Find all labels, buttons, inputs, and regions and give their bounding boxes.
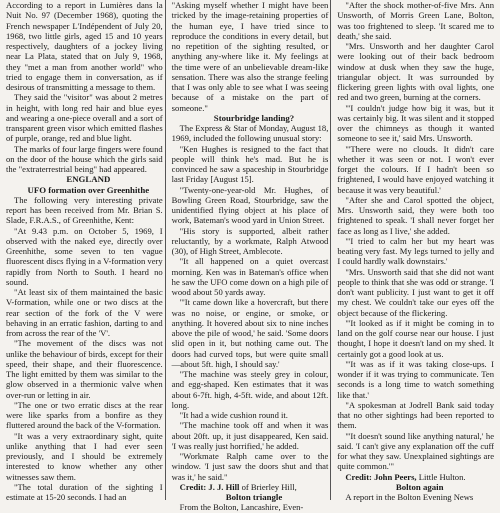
section-heading: ENGLAND	[66, 174, 111, 185]
credit-name: John Peers,	[374, 471, 417, 482]
credit-place: of Brierley Hill,	[241, 481, 297, 492]
paragraph: "It was a very extraordinary sight, quite unlike anything that I had ever seen previously, and I should be extremely interested to know whether any other witnesses saw them.	[6, 430, 163, 482]
paragraph: A report in the Bolton Evening News	[345, 492, 474, 502]
paragraph: "'It doesn't sound like anything natural,' he said. 'I can't give any explanation off the cuff for what they saw. Unexplained sightings are quite common.'"	[337, 430, 495, 472]
paragraph: "Asking myself whether I might have been tricked by the image-retaining properties of the human eye, I have tried since to reproduce the conditions in every detail, but no repetition of the sighting resulted, or anything any-where like it. My feelings at the time were of an unbelievable dream-like sensation. There was also the strange feeling that I was only able to see what I was seeing because of a mistake on the part of someone."	[171, 0, 329, 113]
paragraph: "The machine took off and when it was about 20ft. up, it just disappeared, Ken said. 'I was really just horrified,' he added.	[171, 420, 329, 451]
paragraph: The following very interesting private report has been received from Mr. Brian S. Slade, F.R.A.S., of Greenhithe, Kent:	[6, 194, 163, 226]
column-right	[337, 0, 494, 500]
paragraph: "Mrs. Unsworth and her daughter Carol were looking out of their back bedroom window at dusk when they saw the huge, triangular object. It was surrounded by flickering green lights with oval lights, one red and two green, burning at the corners.	[337, 41, 495, 103]
paragraph: "Twenty-one-year-old Mr. Hughes, of Bowling Green Road, Stourbridge, saw the unidentified flying object at his place of work, Bateman's wood yard in Union Street.	[171, 184, 329, 226]
paragraph: "At least six of them maintained the basic V-formation, while one or two discs at the rear section of the fork of the V were behaving in an erratic fashion, darting to and from across the rear of the 'V'.	[6, 287, 163, 338]
article-heading: Bolton again	[395, 481, 444, 492]
credit-name: J. J. Hill	[208, 481, 240, 492]
paragraph: "The one or two erratic discs at the rear were like sparks from a bonfire as they fluttered around the back of the V-formation.	[6, 399, 163, 431]
paragraph: "'It looked as if it might be coming in to land on the golf course near our house. I just thought, I hope it doesn't land on my shed. It certainly got a good look at us.	[337, 317, 495, 359]
credit-place: Little Hulton.	[418, 471, 466, 482]
paragraph: "Mrs. Unsworth said that she did not want people to think that she was odd or strange. 'I don't want publicity. I just want to get it off my chest. We couldn't take our eyes off the object because of the flickering.	[337, 266, 495, 318]
column-left	[6, 0, 163, 500]
paragraph: "'I tried to calm her but my heart was beating very fast. My legs turned to jelly and I could hardly walk downstairs.'	[337, 235, 495, 267]
paragraph: "A spokesman at Jodrell Bank said today that no other sightings had been reported to them.	[337, 399, 495, 431]
paragraph: From the Bolton, Lancashire, Even-	[179, 502, 304, 513]
article-heading: Bolton triangle	[225, 492, 283, 502]
paragraph: The marks of four large fingers were found on the door of the house which the girls said the "extraterrestrial being" had appeared.	[6, 143, 163, 174]
paragraph: "At 9.43 p.m. on October 5, 1969, I observed with the naked eye, directly over Greenhithe, some seven to ten vague fluorescent discs flying in a V-formation very rapidly from North to South. I heard no sound.	[6, 225, 163, 287]
paragraph: "After she and Carol spotted the object, Mrs. Unsworth said, they were both too frightened to speak. 'I shall never forget her face as long as I live,' she added.	[337, 194, 495, 236]
credit-label: Credit:	[345, 471, 372, 482]
paragraph: "Workmate Ralph came over to the window. 'I just saw the doors shut and that was it,' he said."	[171, 451, 329, 482]
paragraph: "His story is supported, albeit rather reluctantly, by a workmate, Ralph Atwood (30), of High Street, Amblecote.	[171, 225, 329, 256]
article-heading: UFO formation over Greenhithe	[27, 184, 150, 195]
column-middle	[171, 0, 329, 513]
paragraph: "It all happened on a quiet overcast morning. Ken was in Bateman's office when he saw the UFO come down on a high pile of wood about 50 yards away.	[171, 256, 329, 297]
paragraph: "'There were no clouds. It didn't care whether it was seen or not. I won't ever forget the colours. If I hadn't been so frightened, I would have enjoyed watching it because it was very beautiful.'	[337, 143, 495, 195]
paragraph: "After the shock mother-of-five Mrs. Ann Unsworth, of Morris Green Lane, Bolton, was too frightened to sleep. 'It scared me to death,' she said.	[337, 0, 495, 41]
column-rule	[330, 0, 331, 500]
paragraph: The Express & Star of Monday, August 18, 1969, included the following unusual story:	[171, 123, 329, 144]
credit-line	[337, 472, 494, 482]
paragraph: They said the "visitor" was about 2 metres in height, with long red hair and blue eyes and wearing a one-piece overall and a sort of transparent green visor which emitted flashes of purple, orange, red and blue light.	[6, 92, 163, 144]
column-rule	[165, 0, 166, 500]
credit-line	[172, 482, 329, 492]
paragraph: "It had a wide cushion round it.	[179, 410, 288, 420]
paragraph: "'It was as if it was taking close-ups. I wonder if it was trying to communicate. Ten seconds is a long time to watch something like that.'	[337, 358, 495, 400]
paragraph: According to a report in Lumières dans la Nuit No. 97 (December 1968), quoting the French newspaper L'Indépendent of July 20, 1968, two little girls, aged 15 and 10 years respectively, daughters of a jockey living near La Plata, stated that on July 9, 1968, they "met a man from another world" who tried to engage them in conversation, as if desirous of transmitting a message to them.	[6, 0, 163, 92]
paragraph: "The total duration of the sighting I estimate at 15-20 seconds. I had an	[6, 481, 163, 502]
paragraph: "'I couldn't judge how big it was, but it was certainly big. It was silent and it stopped over the chimneys as though it wanted someone to see it,' said Mrs. Unsworth.	[337, 102, 495, 144]
paragraph: "'It came down like a hovercraft, but there was no noise, or engine, or smoke, or anything. It hovered about six to nine inches above the pile of wood,' he said. 'Some doors slid open in it, but nothing came out. The doors had curved tops, but were quite small—about 5ft. high, I should say.'	[171, 297, 329, 369]
paragraph: "The movement of the discs was not unlike the behaviour of birds, except for their speed, their shape, and their fluorescence. The light emitted by them was similar to the glow observed in a thermionic valve when over-run or letting in air.	[6, 338, 163, 400]
paragraph: "Ken Hughes is resigned to the fact that people will think he's mad. But he is convinced he saw a spaceship in Stourbridge last Friday [August 15].	[171, 143, 329, 185]
article-heading: Stourbridge landing?	[213, 112, 295, 123]
paragraph: "The machine was steely grey in colour, and egg-shaped. Ken estimates that it was about 6-7ft. high, 4-5ft. wide, and about 12ft. long.	[171, 369, 329, 410]
credit-label: Credit:	[179, 481, 207, 492]
